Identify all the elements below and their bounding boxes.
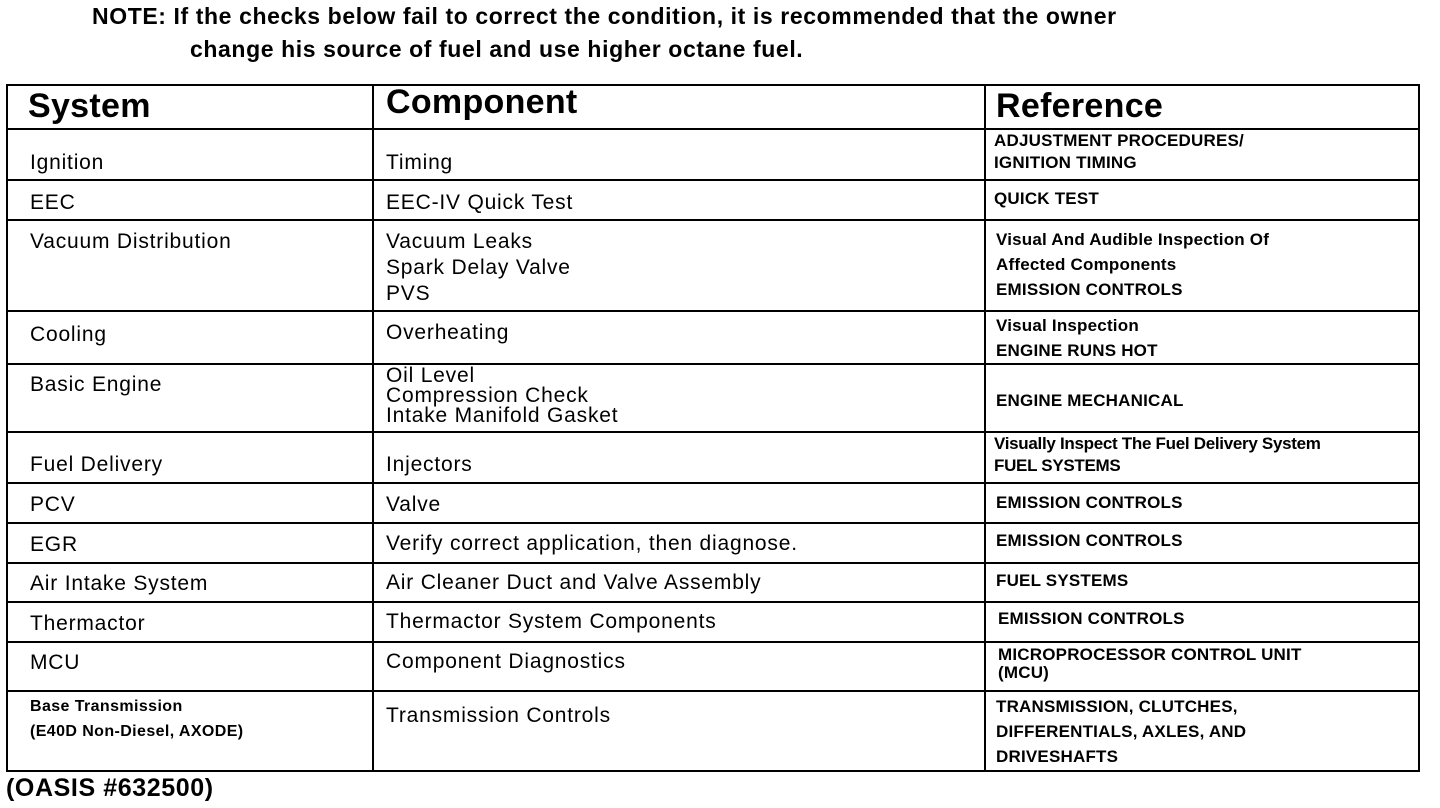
component-line: Oil Level — [386, 366, 475, 387]
row-divider — [8, 562, 1418, 564]
reference-line: EMISSION CONTROLS — [996, 280, 1183, 299]
reference-engine-mechanical: ENGINE MECHANICAL — [996, 391, 1184, 410]
system-air-intake: Air Intake System — [30, 572, 209, 595]
component-basic-engine — [386, 366, 618, 426]
system-pcv: PCV — [30, 493, 76, 516]
reference-cooling — [996, 313, 1158, 363]
note-line-2: change his source of fuel and use higher octane fuel. — [190, 36, 804, 62]
header-system: System — [28, 87, 151, 125]
row-divider — [8, 641, 1418, 643]
note — [92, 0, 1392, 66]
component-eec-quick-test: EEC-IV Quick Test — [386, 191, 574, 214]
component-thermactor: Thermactor System Components — [386, 610, 717, 633]
system-basic-engine: Basic Engine — [30, 373, 163, 396]
reference-vacuum — [996, 227, 1269, 302]
diagnosis-table — [6, 84, 1420, 772]
reference-fuel-delivery — [994, 433, 1321, 477]
row-divider — [8, 179, 1418, 181]
reference-line: ADJUSTMENT PROCEDURES/ — [994, 131, 1244, 150]
system-fuel-delivery: Fuel Delivery — [30, 453, 163, 476]
row-divider — [8, 363, 1418, 365]
component-line: Spark Delay Valve — [386, 256, 571, 279]
component-verify: Verify correct application, then diagnose. — [386, 532, 798, 555]
row-divider — [8, 482, 1418, 484]
component-overheating: Overheating — [386, 321, 510, 344]
reference-line: Visually Inspect The Fuel Delivery System — [994, 434, 1321, 453]
reference-line: TRANSMISSION, CLUTCHES, — [996, 697, 1238, 716]
row-divider — [8, 690, 1418, 692]
reference-line: Visual And Audible Inspection Of — [996, 230, 1270, 249]
note-line-1: NOTE: If the checks below fail to correct the condition, it is recommended that the owner — [92, 3, 1117, 29]
reference-transmission — [996, 694, 1246, 769]
component-injectors: Injectors — [386, 453, 473, 476]
component-timing: Timing — [386, 151, 454, 174]
component-line: Vacuum Leaks — [386, 230, 533, 253]
system-thermactor: Thermactor — [30, 612, 146, 635]
reference-line: (MCU) — [998, 663, 1050, 682]
system-egr: EGR — [30, 533, 78, 556]
row-divider — [8, 310, 1418, 312]
row-divider — [8, 219, 1418, 221]
component-vacuum — [386, 229, 571, 307]
reference-line: IGNITION TIMING — [994, 153, 1137, 172]
header-component: Component — [386, 83, 578, 121]
system-eec: EEC — [30, 191, 76, 214]
component-diagnostics: Component Diagnostics — [386, 650, 626, 673]
system-line: Base Transmission — [30, 698, 183, 715]
row-divider — [8, 522, 1418, 524]
reference-line: MICROPROCESSOR CONTROL UNIT — [998, 646, 1302, 664]
system-base-transmission — [30, 694, 244, 744]
system-line: (E40D Non-Diesel, AXODE) — [30, 723, 244, 740]
system-vacuum-distribution: Vacuum Distribution — [30, 230, 232, 253]
reference-thermactor: EMISSION CONTROLS — [998, 609, 1185, 628]
reference-line: DIFFERENTIALS, AXLES, AND — [996, 722, 1247, 741]
column-divider — [372, 86, 374, 770]
reference-mcu — [998, 646, 1302, 682]
reference-line: ENGINE RUNS HOT — [996, 341, 1158, 360]
component-line: Compression Check — [386, 384, 589, 407]
component-transmission-controls: Transmission Controls — [386, 704, 611, 727]
component-line: Intake Manifold Gasket — [386, 404, 619, 426]
reference-pcv: EMISSION CONTROLS — [996, 493, 1183, 512]
reference-line: Affected Components — [996, 255, 1177, 274]
system-mcu: MCU — [30, 651, 81, 674]
component-line: PVS — [386, 282, 431, 305]
reference-line: FUEL SYSTEMS — [994, 456, 1121, 475]
component-valve: Valve — [386, 493, 441, 516]
oasis-reference: (OASIS #632500) — [6, 774, 214, 802]
system-ignition: Ignition — [30, 151, 105, 174]
column-divider — [984, 86, 986, 770]
reference-line: Visual Inspection — [996, 316, 1139, 335]
reference-line: DRIVESHAFTS — [996, 747, 1119, 766]
reference-air-intake: FUEL SYSTEMS — [996, 571, 1129, 590]
reference-egr: EMISSION CONTROLS — [996, 531, 1183, 550]
system-cooling: Cooling — [30, 323, 107, 346]
component-air-cleaner: Air Cleaner Duct and Valve Assembly — [386, 571, 762, 594]
reference-ignition — [994, 130, 1244, 174]
reference-quick-test: QUICK TEST — [994, 189, 1099, 208]
header-reference: Reference — [996, 87, 1164, 125]
row-divider — [8, 601, 1418, 603]
